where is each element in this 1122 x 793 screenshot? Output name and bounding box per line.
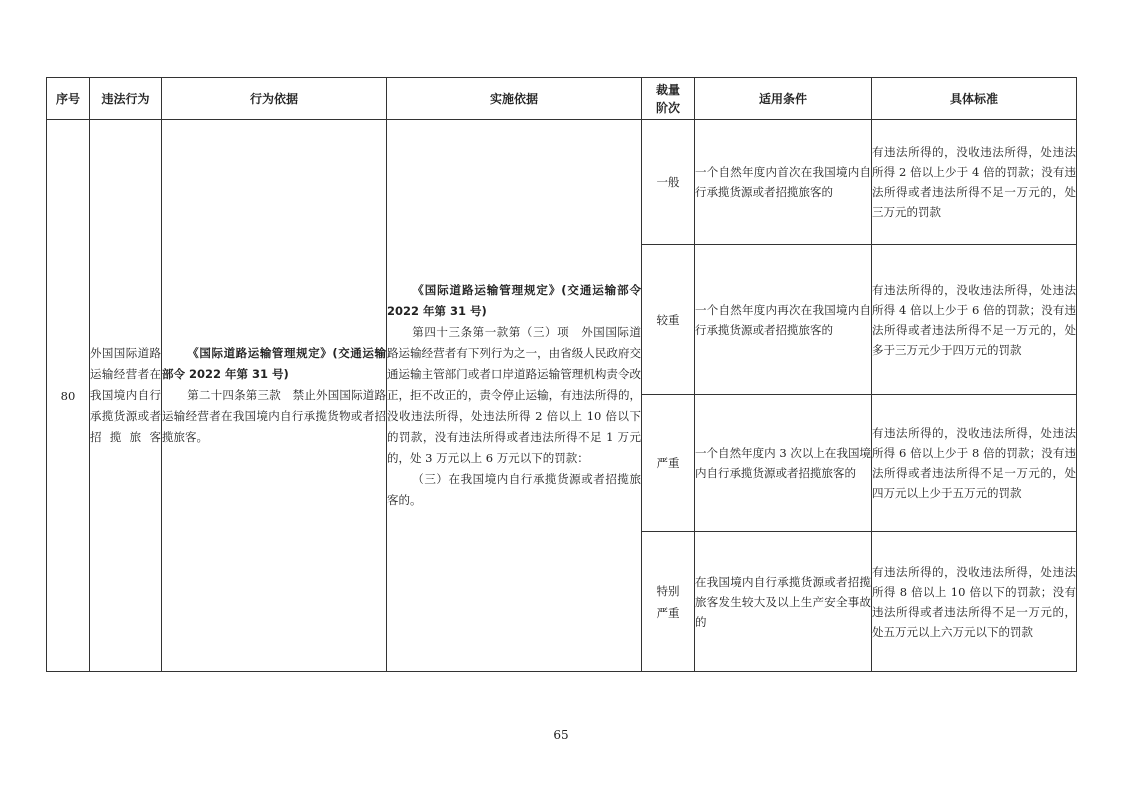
level-cell [642, 532, 695, 672]
condition-cell: 在我国境内自行承揽货源或者招揽旅客发生较大及以上生产安全事故的 [695, 532, 872, 672]
row-basis [162, 120, 387, 672]
impl-item: （三）在我国境内自行承揽货源或者招揽旅客的。 [387, 472, 641, 507]
basis-title: 《国际道路运输管理规定》(交通运输部令 2022 年第 31 号) [162, 346, 386, 381]
penalty-standard-table [46, 77, 1077, 672]
header-cond: 适用条件 [695, 78, 872, 120]
impl-text: 第四十三条第一款第（三）项 外国国际道路运输经营者有下列行为之一，由省级人民政府交通运输主管部门或者口岸道路运输管理机构责令改正，拒不改正的，责令停止运输，有违法所得的，没收违法所得，处违法所得 2 倍以上 10 倍以下的罚款，没有违法所得或者违法所得不足 1 万元的，处 3 万元以上 6 万元以下的罚款： [387, 325, 641, 465]
header-basis: 行为依据 [162, 78, 387, 120]
basis-text: 第二十四条第三款 禁止外国国际道路运输经营者在我国境内自行承揽货物或者招揽旅客。 [162, 388, 386, 444]
level-cell: 较重 [642, 245, 695, 395]
standard-cell: 有违法所得的，没收违法所得，处违法所得 8 倍以上 10 倍以下的罚款；没有违法所得或者违法所得不足一万元的，处五万元以上六万元以下的罚款 [872, 532, 1077, 672]
header-impl: 实施依据 [387, 78, 642, 120]
impl-title: 《国际道路运输管理规定》(交通运输部令 2022 年第 31 号) [387, 283, 641, 318]
row-impl [387, 120, 642, 672]
page-number: 65 [553, 728, 569, 742]
condition-cell: 一个自然年度内 3 次以上在我国境内自行承揽货源或者招揽旅客的 [695, 395, 872, 532]
standard-cell: 有违法所得的，没收违法所得，处违法所得 4 倍以上少于 6 倍的罚款；没有违法所得或者违法所得不足一万元的，处多于三万元少于四万元的罚款 [872, 245, 1077, 395]
condition-cell: 一个自然年度内首次在我国境内自行承揽货源或者招揽旅客的 [695, 120, 872, 245]
condition-cell: 一个自然年度内再次在我国境内自行承揽货源或者招揽旅客的 [695, 245, 872, 395]
level-cell: 严重 [642, 395, 695, 532]
header-seq: 序号 [47, 78, 90, 120]
row-act: 外国国际道路运输经营者在我国境内自行承揽货源或者招揽旅客 [90, 120, 162, 672]
row-seq: 80 [47, 120, 90, 672]
header-level: 裁量阶次 [642, 78, 695, 120]
table-header-row [47, 78, 1077, 120]
standard-cell: 有违法所得的，没收违法所得，处违法所得 6 倍以上少于 8 倍的罚款；没有违法所得或者违法所得不足一万元的，处四万元以上少于五万元的罚款 [872, 395, 1077, 532]
header-std: 具体标准 [872, 78, 1077, 120]
table-row [47, 120, 1077, 245]
header-act: 违法行为 [90, 78, 162, 120]
level-cell: 一般 [642, 120, 695, 245]
standard-cell: 有违法所得的，没收违法所得，处违法所得 2 倍以上少于 4 倍的罚款；没有违法所得或者违法所得不足一万元的，处三万元的罚款 [872, 120, 1077, 245]
level-label: 特别严重 [656, 583, 680, 620]
